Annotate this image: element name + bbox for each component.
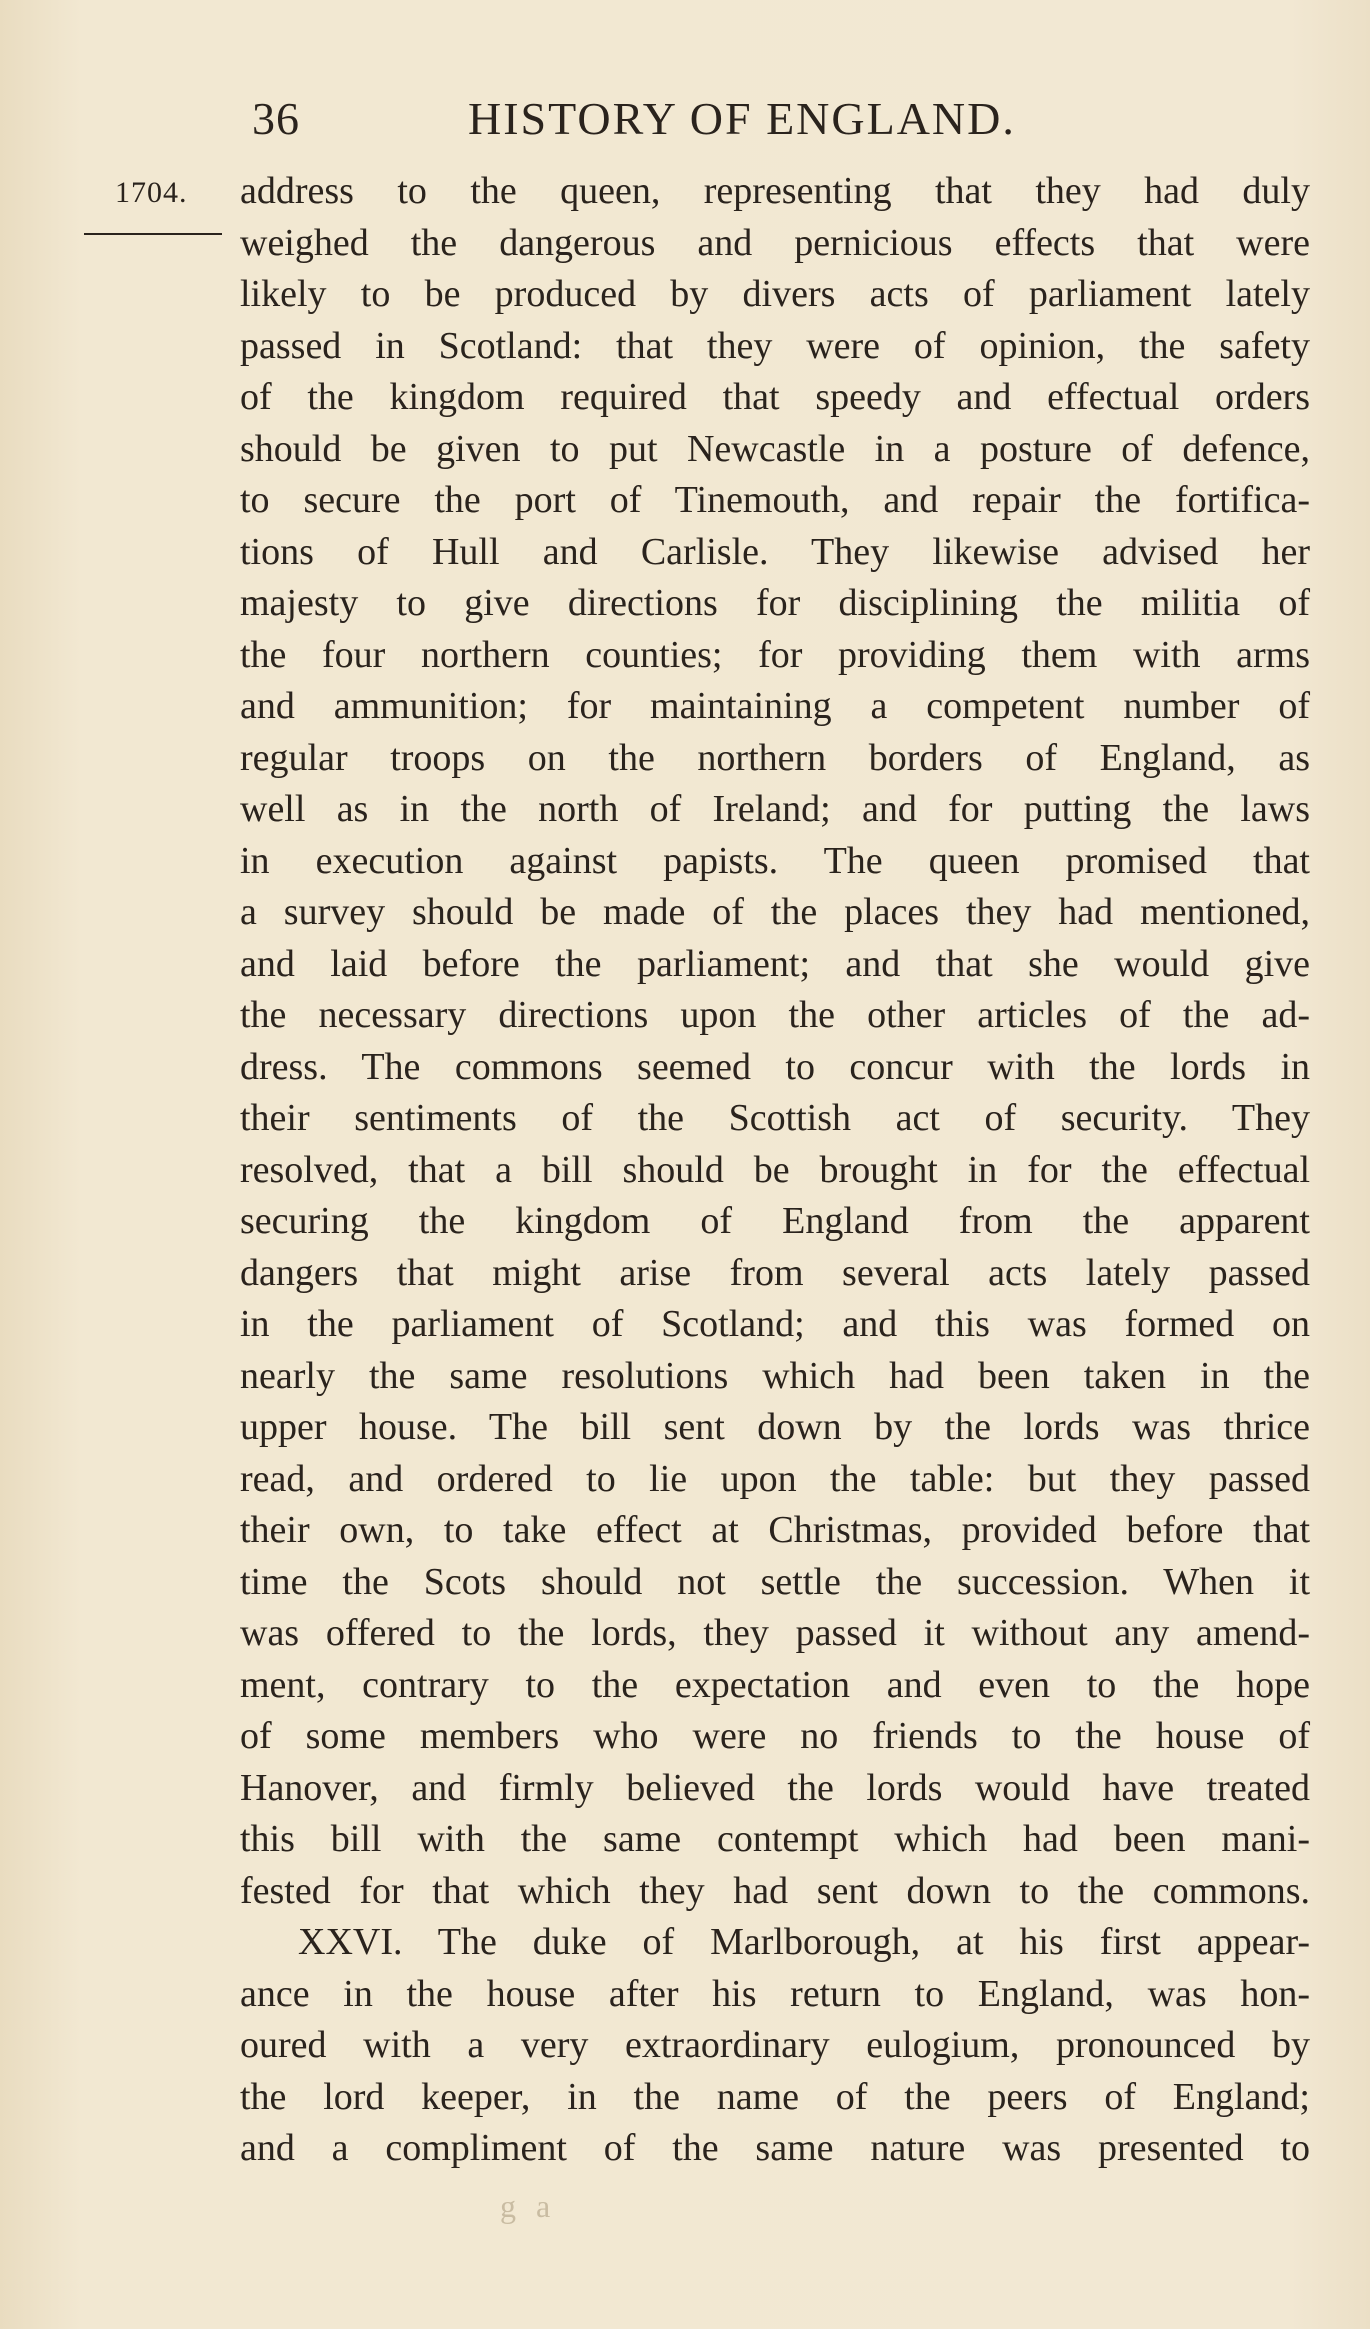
text-line: securing the kingdom of England from the apparent (240, 1200, 1310, 1242)
text-line: ment, contrary to the expectation and even to the hope (240, 1663, 1310, 1706)
text-line: in execution against papists. The queen promised that (240, 839, 1310, 882)
text-line: a survey should be made of the places they had mentioned, (240, 891, 1310, 933)
text-line: fested for that which they had sent down to the commons. (240, 1869, 1310, 1912)
page-header (252, 92, 1072, 148)
text-line: to secure the port of Tinemouth, and repair the fortifica- (240, 479, 1310, 521)
section-start-line: XXVI. The duke of Marlborough, at his first appear- (298, 1921, 1310, 1963)
text-line: of some members who were no friends to the house of (240, 1715, 1310, 1757)
text-line: passed in Scotland: that they were of opinion, the safety (240, 324, 1310, 367)
text-line: their sentiments of the Scottish act of security. They (240, 1097, 1310, 1139)
running-title: HISTORY OF ENGLAND. (468, 93, 1016, 144)
text-line: ance in the house after his return to England, was hon- (240, 1972, 1310, 2015)
text-line: the lord keeper, in the name of the peers of England; (240, 2075, 1310, 2118)
text-line: regular troops on the northern borders of England, as (240, 736, 1310, 779)
text-line: time the Scots should not settle the succession. When it (240, 1560, 1310, 1603)
text-line: oured with a very extraordinary eulogium, pronounced by (240, 2024, 1310, 2066)
text-line: in the parliament of Scotland; and this was formed on (240, 1303, 1310, 1345)
text-line: read, and ordered to lie upon the table: but they passed (240, 1457, 1310, 1500)
text-line: and ammunition; for maintaining a competent number of (240, 685, 1310, 727)
signature-mark: g a (500, 2188, 557, 2224)
text-line: the four northern counties; for providing them with arms (240, 633, 1310, 676)
text-line: dangers that might arise from several acts lately passed (240, 1251, 1310, 1294)
text-line: dress. The commons seemed to concur with the lords in (240, 1045, 1310, 1088)
margin-year-note: 1704. (115, 176, 188, 209)
page-number: 36 (252, 93, 300, 144)
text-line: tions of Hull and Carlisle. They likewise advised her (240, 530, 1310, 573)
text-line: of the kingdom required that speedy and effectual orders (240, 376, 1310, 418)
text-line: was offered to the lords, they passed it without any amend- (240, 1612, 1310, 1654)
text-line: this bill with the same contempt which had been mani- (240, 1818, 1310, 1860)
margin-rule (84, 233, 222, 235)
text-line: Hanover, and firmly believed the lords would have treated (240, 1766, 1310, 1809)
text-line: weighed the dangerous and pernicious effects that were (240, 221, 1310, 264)
text-line: majesty to give directions for disciplining the militia of (240, 582, 1310, 624)
text-line: resolved, that a bill should be brought in for the effectual (240, 1148, 1310, 1191)
text-line: well as in the north of Ireland; and for putting the laws (240, 788, 1310, 830)
text-line: the necessary directions upon the other articles of the ad- (240, 994, 1310, 1036)
text-line: and laid before the parliament; and that she would give (240, 942, 1310, 985)
text-line: upper house. The bill sent down by the lords was thrice (240, 1406, 1310, 1448)
text-line: nearly the same resolutions which had been taken in the (240, 1354, 1310, 1397)
text-line: likely to be produced by divers acts of parliament lately (240, 273, 1310, 315)
text-line: address to the queen, representing that they had duly (240, 170, 1310, 212)
text-line: and a compliment of the same nature was presented to (240, 2127, 1310, 2169)
text-line: should be given to put Newcastle in a posture of defence, (240, 427, 1310, 470)
text-line: their own, to take effect at Christmas, provided before that (240, 1509, 1310, 1551)
body-text (240, 166, 1310, 2175)
